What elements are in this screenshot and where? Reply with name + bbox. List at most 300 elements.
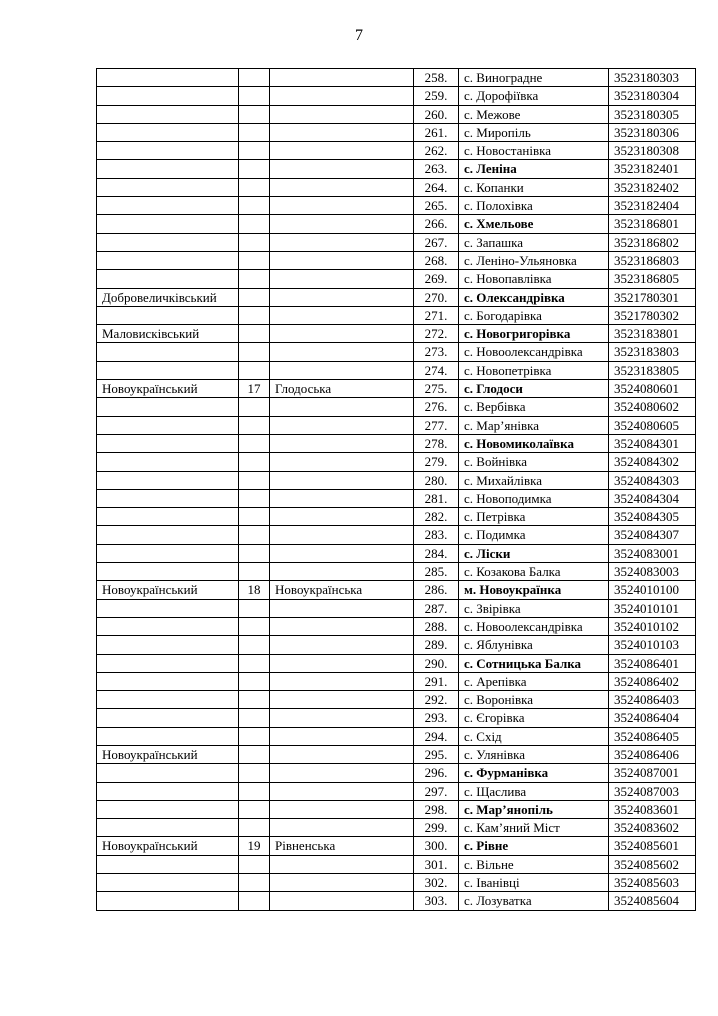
settlement-name-cell: с. Запашка (459, 233, 609, 251)
district-cell (97, 764, 239, 782)
settlement-name-cell: с. Хмельове (459, 215, 609, 233)
settlement-name-cell: с. Войнівка (459, 453, 609, 471)
district-cell (97, 819, 239, 837)
community-name-cell (270, 892, 414, 910)
district-cell (97, 654, 239, 672)
district-cell (97, 69, 239, 87)
koatuu-code-cell: 3524085604 (609, 892, 696, 910)
community-number-cell (239, 544, 270, 562)
row-index-cell: 262. (414, 142, 459, 160)
district-cell (97, 617, 239, 635)
table-row (97, 800, 696, 818)
community-number-cell (239, 855, 270, 873)
district-cell (97, 544, 239, 562)
settlement-name-cell: с. Лозуватка (459, 892, 609, 910)
koatuu-code-cell: 3524085603 (609, 874, 696, 892)
koatuu-code-cell: 3523180304 (609, 87, 696, 105)
settlement-name-cell: с. Новоподимка (459, 489, 609, 507)
koatuu-code-cell: 3524084303 (609, 471, 696, 489)
community-name-cell (270, 270, 414, 288)
community-number-cell (239, 361, 270, 379)
community-number-cell (239, 892, 270, 910)
row-index-cell: 291. (414, 672, 459, 690)
settlement-name-cell: с. Новопетрівка (459, 361, 609, 379)
row-index-cell: 292. (414, 691, 459, 709)
table-row (97, 215, 696, 233)
row-index-cell: 284. (414, 544, 459, 562)
settlement-name-cell: с. Щаслива (459, 782, 609, 800)
row-index-cell: 275. (414, 380, 459, 398)
community-name-cell (270, 215, 414, 233)
table-row (97, 599, 696, 617)
district-cell (97, 343, 239, 361)
settlement-name-cell: м. Новоукраїнка (459, 581, 609, 599)
row-index-cell: 293. (414, 709, 459, 727)
koatuu-code-cell: 3523183805 (609, 361, 696, 379)
district-cell (97, 563, 239, 581)
row-index-cell: 260. (414, 105, 459, 123)
community-number-cell (239, 325, 270, 343)
community-number-cell (239, 343, 270, 361)
table-body (97, 69, 696, 911)
community-name-cell (270, 636, 414, 654)
community-number-cell (239, 508, 270, 526)
district-cell (97, 233, 239, 251)
community-name-cell (270, 709, 414, 727)
table-row (97, 874, 696, 892)
row-index-cell: 283. (414, 526, 459, 544)
table-row (97, 892, 696, 910)
community-number-cell (239, 800, 270, 818)
community-name-cell (270, 288, 414, 306)
row-index-cell: 286. (414, 581, 459, 599)
koatuu-code-cell: 3524083003 (609, 563, 696, 581)
community-number-cell (239, 782, 270, 800)
community-name-cell (270, 123, 414, 141)
community-name-cell (270, 508, 414, 526)
community-name-cell (270, 142, 414, 160)
community-number-cell (239, 105, 270, 123)
community-number-cell (239, 142, 270, 160)
koatuu-code-cell: 3524084302 (609, 453, 696, 471)
row-index-cell: 267. (414, 233, 459, 251)
settlement-name-cell: с. Дорофіївка (459, 87, 609, 105)
koatuu-code-cell: 3521780301 (609, 288, 696, 306)
community-number-cell (239, 617, 270, 635)
district-cell (97, 874, 239, 892)
koatuu-code-cell: 3524086401 (609, 654, 696, 672)
table-row (97, 691, 696, 709)
table-row (97, 819, 696, 837)
table-row (97, 416, 696, 434)
koatuu-code-cell: 3523180306 (609, 123, 696, 141)
koatuu-code-cell: 3521780302 (609, 306, 696, 324)
settlement-name-cell: с. Виноградне (459, 69, 609, 87)
table-row (97, 837, 696, 855)
table-row (97, 288, 696, 306)
row-index-cell: 271. (414, 306, 459, 324)
koatuu-code-cell: 3523182401 (609, 160, 696, 178)
koatuu-code-cell: 3524010100 (609, 581, 696, 599)
settlement-name-cell: с. Вільне (459, 855, 609, 873)
settlement-name-cell: с. Михайлівка (459, 471, 609, 489)
table-row (97, 764, 696, 782)
community-name-cell (270, 819, 414, 837)
table-row (97, 434, 696, 452)
district-cell: Новоукраїнський (97, 837, 239, 855)
row-index-cell: 297. (414, 782, 459, 800)
koatuu-code-cell: 3524086405 (609, 727, 696, 745)
community-name-cell (270, 617, 414, 635)
koatuu-code-cell: 3524010102 (609, 617, 696, 635)
koatuu-code-cell: 3524010103 (609, 636, 696, 654)
row-index-cell: 290. (414, 654, 459, 672)
koatuu-code-cell: 3523183801 (609, 325, 696, 343)
row-index-cell: 285. (414, 563, 459, 581)
community-name-cell (270, 87, 414, 105)
community-name-cell (270, 416, 414, 434)
koatuu-code-cell: 3524080605 (609, 416, 696, 434)
row-index-cell: 279. (414, 453, 459, 471)
community-name-cell (270, 874, 414, 892)
table-row (97, 233, 696, 251)
table-row (97, 727, 696, 745)
row-index-cell: 288. (414, 617, 459, 635)
koatuu-code-cell: 3524084301 (609, 434, 696, 452)
row-index-cell: 298. (414, 800, 459, 818)
community-name-cell (270, 764, 414, 782)
settlement-name-cell: с. Новоолександрівка (459, 617, 609, 635)
settlement-name-cell: с. Полохівка (459, 197, 609, 215)
community-number-cell: 18 (239, 581, 270, 599)
community-number-cell (239, 764, 270, 782)
community-number-cell (239, 123, 270, 141)
community-name-cell (270, 306, 414, 324)
koatuu-code-cell: 3524083001 (609, 544, 696, 562)
koatuu-code-cell: 3523186801 (609, 215, 696, 233)
community-number-cell (239, 398, 270, 416)
page-number: 7 (355, 27, 363, 44)
community-name-cell (270, 855, 414, 873)
community-name-cell: Глодоська (270, 380, 414, 398)
row-index-cell: 270. (414, 288, 459, 306)
settlement-name-cell: с. Козакова Балка (459, 563, 609, 581)
settlement-name-cell: с. Вербівка (459, 398, 609, 416)
table-row (97, 782, 696, 800)
row-index-cell: 301. (414, 855, 459, 873)
settlement-name-cell: с. Петрівка (459, 508, 609, 526)
settlement-name-cell: с. Леніно-Ульяновка (459, 251, 609, 269)
settlement-name-cell: с. Новогригорівка (459, 325, 609, 343)
community-name-cell (270, 197, 414, 215)
community-name-cell (270, 800, 414, 818)
community-name-cell (270, 361, 414, 379)
settlement-name-cell: с. Леніна (459, 160, 609, 178)
row-index-cell: 264. (414, 178, 459, 196)
community-name-cell (270, 160, 414, 178)
district-cell (97, 160, 239, 178)
district-cell: Новоукраїнський (97, 380, 239, 398)
table-row (97, 453, 696, 471)
table-row (97, 178, 696, 196)
row-index-cell: 259. (414, 87, 459, 105)
table-row (97, 105, 696, 123)
district-cell (97, 142, 239, 160)
row-index-cell: 287. (414, 599, 459, 617)
district-cell (97, 251, 239, 269)
row-index-cell: 302. (414, 874, 459, 892)
row-index-cell: 282. (414, 508, 459, 526)
district-cell (97, 709, 239, 727)
community-number-cell (239, 599, 270, 617)
district-cell (97, 178, 239, 196)
community-name-cell (270, 471, 414, 489)
koatuu-code-cell: 3524083601 (609, 800, 696, 818)
district-cell (97, 636, 239, 654)
district-cell (97, 691, 239, 709)
settlement-name-cell: с. Фурманівка (459, 764, 609, 782)
district-cell (97, 672, 239, 690)
community-number-cell (239, 251, 270, 269)
community-number-cell (239, 563, 270, 581)
settlement-name-cell: с. Новоолександрівка (459, 343, 609, 361)
row-index-cell: 273. (414, 343, 459, 361)
settlement-name-cell: с. Копанки (459, 178, 609, 196)
koatuu-code-cell: 3524010101 (609, 599, 696, 617)
settlement-name-cell: с. Олександрівка (459, 288, 609, 306)
community-number-cell (239, 489, 270, 507)
community-name-cell (270, 526, 414, 544)
district-cell (97, 782, 239, 800)
koatuu-code-cell: 3524084304 (609, 489, 696, 507)
row-index-cell: 266. (414, 215, 459, 233)
district-cell (97, 361, 239, 379)
table-row (97, 654, 696, 672)
settlement-name-cell: с. Миропіль (459, 123, 609, 141)
table-row (97, 563, 696, 581)
koatuu-code-cell: 3523186805 (609, 270, 696, 288)
table-row (97, 325, 696, 343)
settlement-name-cell: с. Новомиколаївка (459, 434, 609, 452)
row-index-cell: 300. (414, 837, 459, 855)
community-name-cell (270, 343, 414, 361)
settlement-name-cell: с. Новостанівка (459, 142, 609, 160)
koatuu-code-cell: 3523186802 (609, 233, 696, 251)
koatuu-code-cell: 3523186803 (609, 251, 696, 269)
koatuu-code-cell: 3524084305 (609, 508, 696, 526)
table-row (97, 306, 696, 324)
district-cell (97, 599, 239, 617)
table-row (97, 380, 696, 398)
community-name-cell (270, 178, 414, 196)
district-cell (97, 123, 239, 141)
settlement-name-cell: с. Єгорівка (459, 709, 609, 727)
district-cell (97, 306, 239, 324)
table-row (97, 581, 696, 599)
settlement-name-cell: с. Межове (459, 105, 609, 123)
settlement-name-cell: с. Схід (459, 727, 609, 745)
settlement-name-cell: с. Арепівка (459, 672, 609, 690)
row-index-cell: 268. (414, 251, 459, 269)
settlement-name-cell: с. Кам’яний Міст (459, 819, 609, 837)
district-cell (97, 526, 239, 544)
koatuu-code-cell: 3524086403 (609, 691, 696, 709)
community-name-cell (270, 105, 414, 123)
row-index-cell: 263. (414, 160, 459, 178)
community-number-cell (239, 160, 270, 178)
table-row (97, 398, 696, 416)
community-name-cell: Новоукраїнська (270, 581, 414, 599)
row-index-cell: 295. (414, 745, 459, 763)
koatuu-code-cell: 3524083602 (609, 819, 696, 837)
community-number-cell (239, 69, 270, 87)
table-row (97, 197, 696, 215)
row-index-cell: 269. (414, 270, 459, 288)
table-row (97, 343, 696, 361)
row-index-cell: 276. (414, 398, 459, 416)
table-row (97, 544, 696, 562)
district-cell (97, 416, 239, 434)
settlement-name-cell: с. Мар’янівка (459, 416, 609, 434)
table-row (97, 617, 696, 635)
table-row (97, 270, 696, 288)
koatuu-code-cell: 3524086402 (609, 672, 696, 690)
district-cell (97, 800, 239, 818)
table-row (97, 489, 696, 507)
settlement-name-cell: с. Яблунівка (459, 636, 609, 654)
row-index-cell: 278. (414, 434, 459, 452)
community-name-cell (270, 233, 414, 251)
row-index-cell: 281. (414, 489, 459, 507)
settlement-name-cell: с. Новопавлівка (459, 270, 609, 288)
district-cell (97, 87, 239, 105)
table-row (97, 123, 696, 141)
community-number-cell (239, 691, 270, 709)
community-number-cell (239, 526, 270, 544)
row-index-cell: 277. (414, 416, 459, 434)
community-number-cell (239, 819, 270, 837)
community-name-cell (270, 325, 414, 343)
community-number-cell (239, 215, 270, 233)
table-row (97, 160, 696, 178)
table-row (97, 69, 696, 87)
district-cell (97, 434, 239, 452)
community-name-cell (270, 434, 414, 452)
district-cell (97, 398, 239, 416)
community-name-cell (270, 398, 414, 416)
community-number-cell (239, 233, 270, 251)
row-index-cell: 303. (414, 892, 459, 910)
community-number-cell (239, 874, 270, 892)
community-name-cell (270, 563, 414, 581)
row-index-cell: 299. (414, 819, 459, 837)
table-row (97, 526, 696, 544)
koatuu-code-cell: 3524080602 (609, 398, 696, 416)
community-name-cell (270, 745, 414, 763)
district-cell (97, 727, 239, 745)
district-cell (97, 453, 239, 471)
table-row (97, 471, 696, 489)
koatuu-code-cell: 3523180303 (609, 69, 696, 87)
table-row (97, 672, 696, 690)
district-cell (97, 215, 239, 233)
community-name-cell (270, 453, 414, 471)
district-cell: Маловисківський (97, 325, 239, 343)
table-row (97, 361, 696, 379)
community-number-cell (239, 745, 270, 763)
settlement-name-cell: с. Подимка (459, 526, 609, 544)
settlement-name-cell: с. Сотницька Балка (459, 654, 609, 672)
community-number-cell (239, 288, 270, 306)
district-cell (97, 855, 239, 873)
settlement-name-cell: с. Ліски (459, 544, 609, 562)
community-name-cell (270, 691, 414, 709)
row-index-cell: 274. (414, 361, 459, 379)
community-number-cell (239, 416, 270, 434)
community-name-cell (270, 654, 414, 672)
district-cell: Новоукраїнський (97, 745, 239, 763)
district-cell (97, 270, 239, 288)
community-name-cell (270, 489, 414, 507)
koatuu-code-cell: 3524085602 (609, 855, 696, 873)
community-number-cell (239, 654, 270, 672)
community-name-cell (270, 544, 414, 562)
table-row (97, 745, 696, 763)
district-cell (97, 105, 239, 123)
table-row (97, 142, 696, 160)
koatuu-code-cell: 3524085601 (609, 837, 696, 855)
settlement-name-cell: с. Рівне (459, 837, 609, 855)
table-row (97, 855, 696, 873)
table-row (97, 251, 696, 269)
community-number-cell (239, 471, 270, 489)
koatuu-code-cell: 3524086404 (609, 709, 696, 727)
settlement-name-cell: с. Мар’янопіль (459, 800, 609, 818)
community-number-cell (239, 270, 270, 288)
koatuu-code-cell: 3523180305 (609, 105, 696, 123)
community-name-cell (270, 727, 414, 745)
community-name-cell (270, 782, 414, 800)
community-number-cell (239, 636, 270, 654)
district-cell (97, 508, 239, 526)
community-name-cell (270, 69, 414, 87)
koatuu-code-cell: 3524086406 (609, 745, 696, 763)
koatuu-code-cell: 3523183803 (609, 343, 696, 361)
community-number-cell: 19 (239, 837, 270, 855)
community-number-cell (239, 709, 270, 727)
row-index-cell: 258. (414, 69, 459, 87)
table-row (97, 87, 696, 105)
community-number-cell (239, 197, 270, 215)
district-cell: Новоукраїнський (97, 581, 239, 599)
row-index-cell: 265. (414, 197, 459, 215)
settlement-name-cell: с. Глодоси (459, 380, 609, 398)
row-index-cell: 280. (414, 471, 459, 489)
community-number-cell (239, 306, 270, 324)
settlement-name-cell: с. Богодарівка (459, 306, 609, 324)
table-row (97, 636, 696, 654)
row-index-cell: 296. (414, 764, 459, 782)
table-row (97, 709, 696, 727)
koatuu-code-cell: 3524087003 (609, 782, 696, 800)
community-number-cell: 17 (239, 380, 270, 398)
community-name-cell (270, 672, 414, 690)
row-index-cell: 272. (414, 325, 459, 343)
community-number-cell (239, 672, 270, 690)
community-name-cell (270, 599, 414, 617)
district-cell: Добровеличківський (97, 288, 239, 306)
district-cell (97, 489, 239, 507)
